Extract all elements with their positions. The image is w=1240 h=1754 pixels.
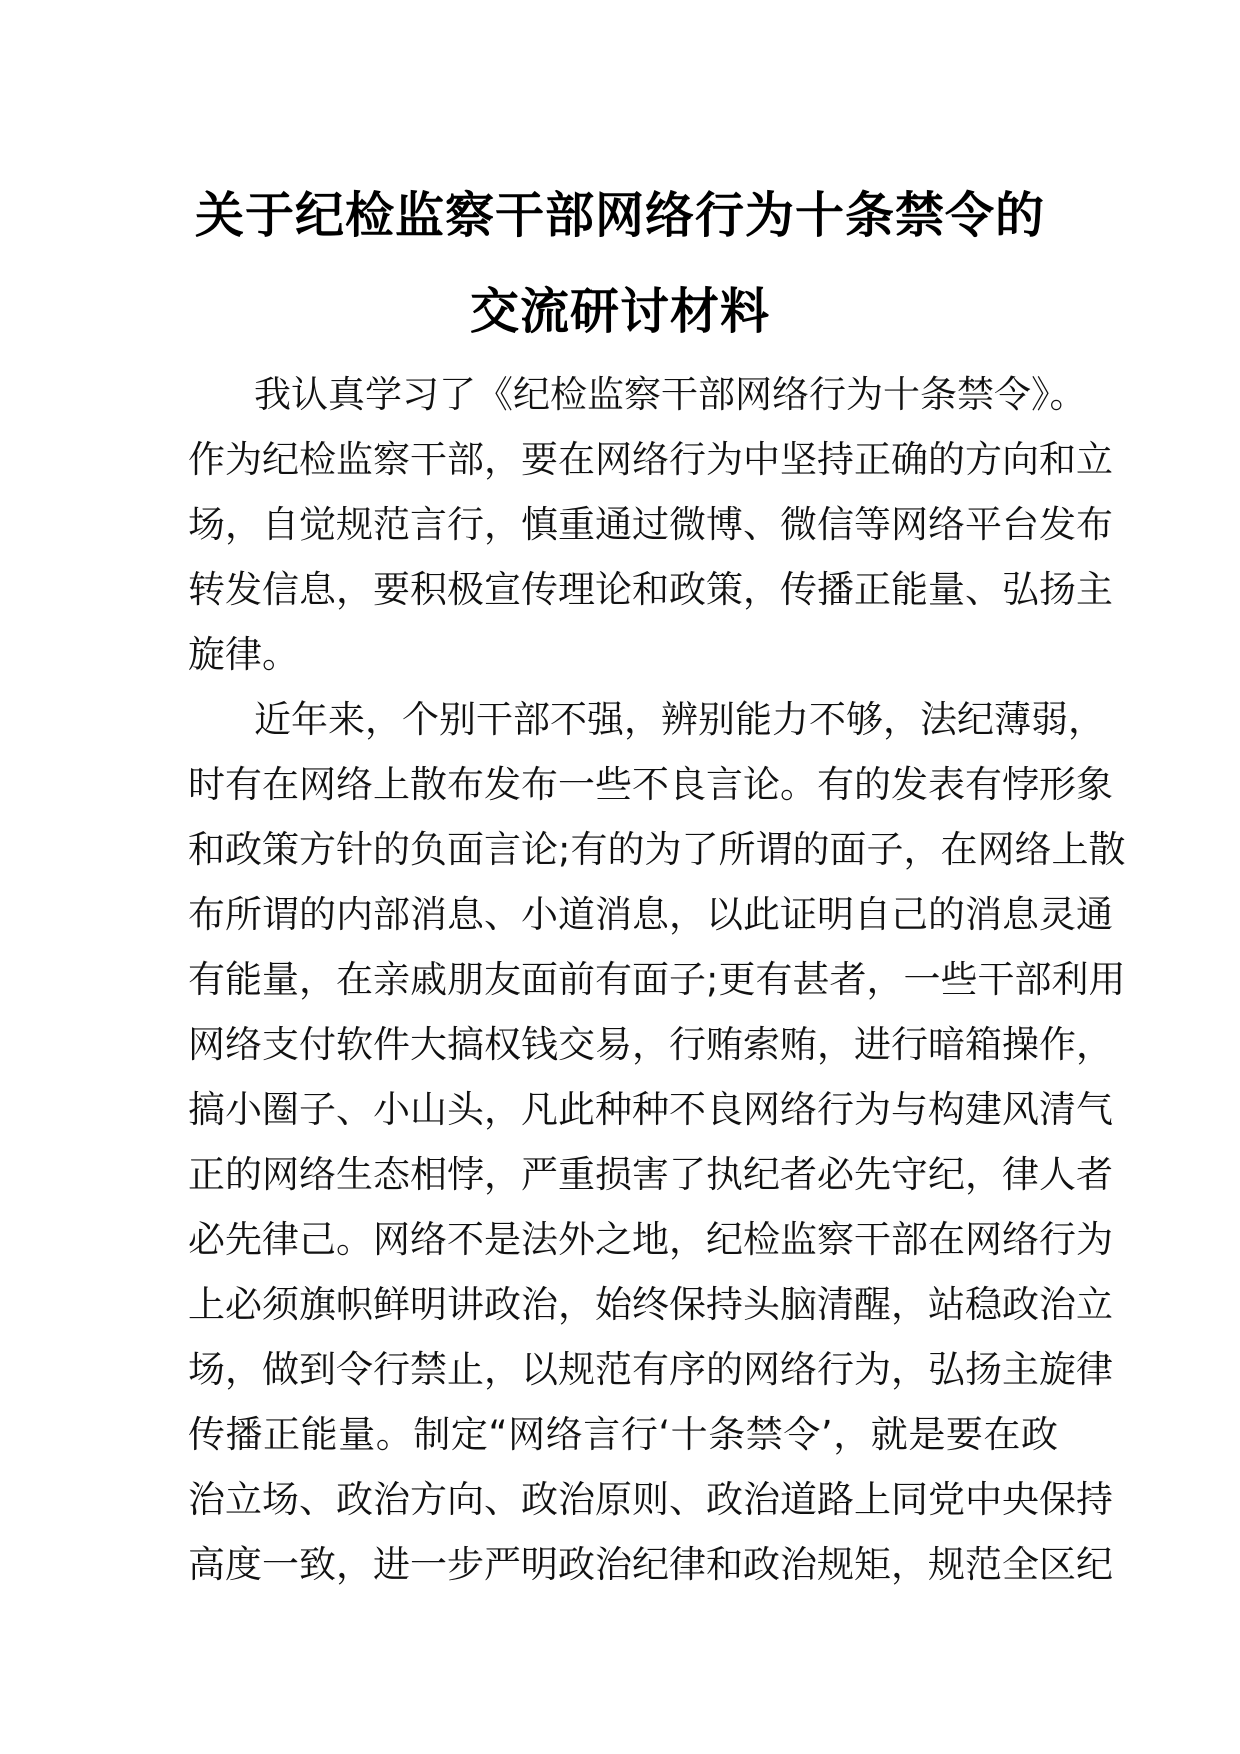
paragraph-2-line-8: 正的网络生态相悖，严重损害了执纪者必先守纪，律人者	[188, 1153, 1113, 1196]
paragraph-2-line-6: 网络支付软件大搞权钱交易，行贿索贿，进行暗箱操作，	[188, 1023, 1113, 1066]
paragraph-2-line-1: 近年来，个别干部不强，辨别能力不够，法纪薄弱，	[254, 698, 1105, 741]
paragraph-2-line-12: 传播正能量。制定“网络言行‘十条禁令’，就是要在政	[188, 1413, 1058, 1456]
paragraph-2-line-9: 必先律己。网络不是法外之地，纪检监察干部在网络行为	[188, 1218, 1113, 1261]
paragraph-1-line-1: 我认真学习了《纪检监察干部网络行为十条禁令》。	[254, 373, 1087, 416]
paragraph-2-line-2: 时有在网络上散布发布一些不良言论。有的发表有悖形象	[188, 763, 1113, 806]
document-title-line-1: 关于纪检监察干部网络行为十条禁令的	[194, 187, 1045, 244]
paragraph-1-line-4: 转发信息，要积极宣传理论和政策，传播正能量、弘扬主	[188, 568, 1113, 611]
paragraph-2-line-13: 治立场、政治方向、政治原则、政治道路上同党中央保持	[188, 1478, 1113, 1521]
paragraph-1-line-3: 场，自觉规范言行，慎重通过微博、微信等网络平台发布	[188, 503, 1113, 546]
paragraph-2-line-4: 布所谓的内部消息、小道消息，以此证明自己的消息灵通	[188, 893, 1113, 936]
paragraph-2-line-10: 上必须旗帜鲜明讲政治，始终保持头脑清醒，站稳政治立	[188, 1283, 1113, 1326]
document-body	[188, 362, 1126, 1597]
paragraph-2-line-14: 高度一致，进一步严明政治纪律和政治规矩，规范全区纪	[188, 1543, 1113, 1586]
paragraph-2-line-5: 有能量，在亲戚朋友面前有面子;更有甚者，一些干部利用	[188, 958, 1126, 1001]
document-title-line-2: 交流研讨材料	[469, 283, 770, 340]
paragraph-1-line-5: 旋律。	[188, 633, 299, 676]
paragraph-1-line-2: 作为纪检监察干部，要在网络行为中坚持正确的方向和立	[188, 438, 1113, 481]
paragraph-2-line-11: 场，做到令行禁止，以规范有序的网络行为，弘扬主旋律	[188, 1348, 1113, 1391]
paragraph-2-line-7: 搞小圈子、小山头，凡此种种不良网络行为与构建风清气	[188, 1088, 1113, 1131]
paragraph-2-line-3: 和政策方针的负面言论;有的为了所谓的面子，在网络上散	[188, 828, 1126, 871]
